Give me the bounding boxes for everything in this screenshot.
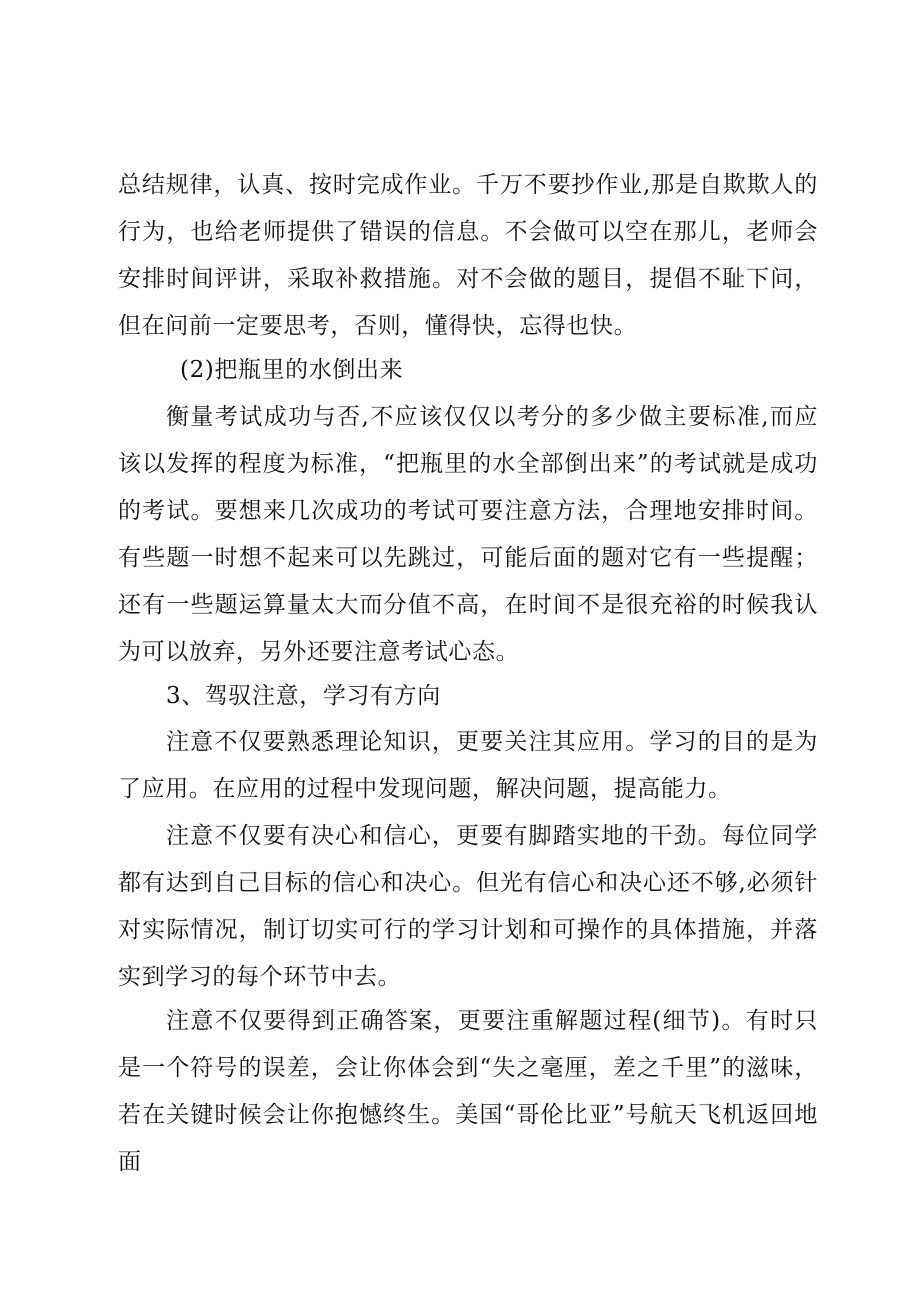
- paragraph-homework: 总结规律，认真、按时完成作业。千万不要抄作业,那是自欺欺人的行为，也给老师提供了错误的信息。不会做可以空在那儿，老师会安排时间评讲，采取补救措施。对不会做的题目，提倡不耻下问，但在问前一定要思考，否则，懂得快，忘得也快。: [118, 172, 818, 339]
- paragraph-determination: 注意不仅要有决心和信心，更要有脚踏实地的干劲。每位同学都有达到自己目标的信心和决心。但光有信心和决心还不够,必须针对实际情况，制订切实可行的学习计划和可操作的具体措施，并落实到学习的每个环节中去。: [118, 823, 818, 990]
- section-heading-attention: 3、驾驭注意，学习有方向: [166, 683, 441, 709]
- paragraph-correct-answers: 注意不仅要得到正确答案，更要注重解题过程(细节)。有时只是一个符号的误差，会让你体会到“失之毫厘，差之千里”的滋味，若在关键时候会让你抱憾终生。美国“哥伦比亚”号航天飞机返回地面: [118, 1008, 818, 1175]
- paragraph-exam-success: 衡量考试成功与否,不应该仅仅以考分的多少做主要标准,而应该以发挥的程度为标准，“把瓶里的水全部倒出来”的考试就是成功的考试。要想来几次成功的考试可要注意方法，合理地安排时间。有些题一时想不起来可以先跳过，可能后面的题对它有一些提醒；还有一些题运算量太大而分值不高，在时间不是很充裕的时候我认为可以放弃，另外还要注意考试心态。: [118, 404, 818, 665]
- section-heading-pour-water: (2)把瓶里的水倒出来: [180, 357, 404, 383]
- paragraph-theory-application: 注意不仅要熟悉理论知识，更要关注其应用。学习的目的是为了应用。在应用的过程中发现问题，解决问题，提高能力。: [118, 729, 818, 802]
